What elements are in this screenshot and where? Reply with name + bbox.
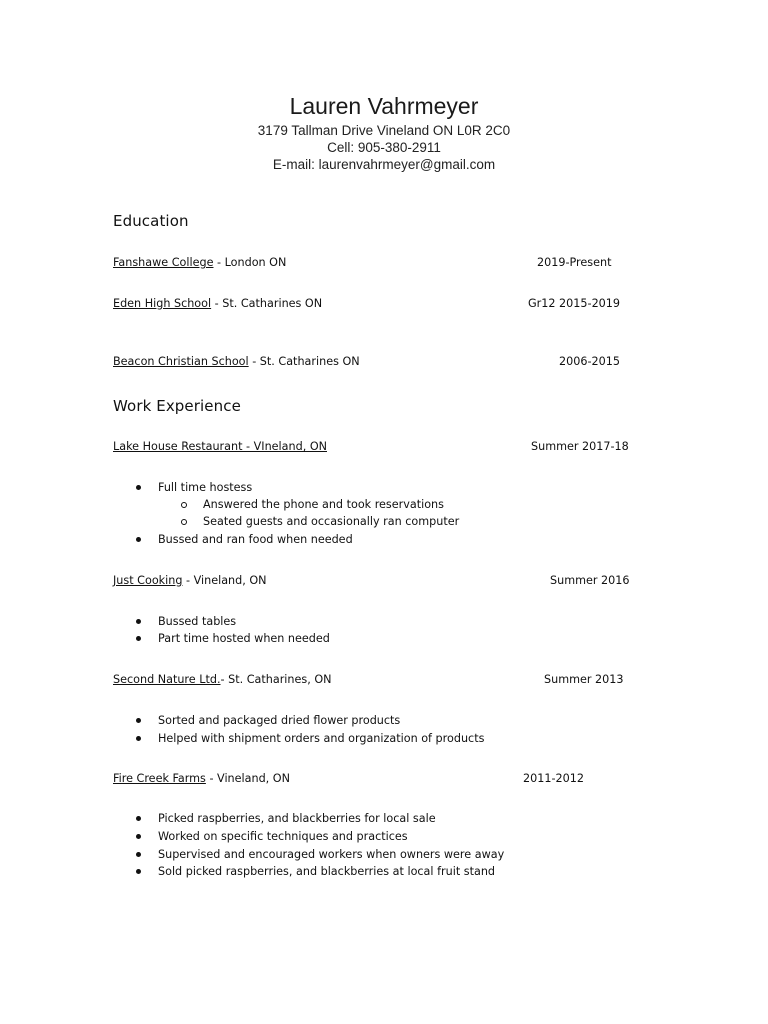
education-entry [113,355,360,368]
employer-location: - Vineland, ON [182,574,267,587]
cell-line: Cell: 905-380-2911 [327,140,441,155]
employer-location: - St. Catharines, ON [220,673,332,686]
job-bullet: Worked on specific techniques and practices [158,830,408,843]
job-entry [113,673,332,686]
bullet-icon [136,636,141,641]
job-bullet: Sold picked raspberries, and blackberries at local fruit stand [158,865,496,878]
job-entry [113,440,327,453]
work-experience-heading: Work Experience [113,397,241,415]
address-line: 3179 Tallman Drive Vineland ON L0R 2C0 [257,123,511,138]
education-entry [113,256,286,269]
bullet-icon [136,485,141,490]
job-sub-bullet: Seated guests and occasionally ran computer [203,515,460,528]
job-bullet: Bussed tables [158,615,237,628]
job-bullet: Bussed and ran food when needed [158,533,353,546]
school-name: Eden High School [113,297,212,310]
school-name: Fanshawe College [113,256,214,269]
education-dates: 2019-Present [537,256,612,269]
education-dates: 2006-2015 [559,355,620,368]
education-entry [113,297,322,310]
sub-bullet-icon [181,519,187,525]
bullet-icon [136,834,141,839]
job-dates: 2011-2012 [523,772,584,785]
job-entry [113,772,290,785]
bullet-icon [136,816,141,821]
bullet-icon [136,736,141,741]
bullet-icon [136,537,141,542]
job-bullet: Supervised and encouraged workers when owners were away [158,848,505,861]
education-heading: Education [113,212,189,230]
school-location: - St. Catharines ON [248,355,360,368]
job-bullet: Sorted and packaged dried flower products [158,714,401,727]
job-bullet: Full time hostess [158,481,253,494]
bullet-icon [136,619,141,624]
job-dates: Summer 2013 [544,673,624,686]
job-bullet: Picked raspberries, and blackberries for local sale [158,812,436,825]
bullet-icon [136,869,141,874]
email-line: E-mail: laurenvahrmeyer@gmail.com [272,157,496,172]
employer-name: Just Cooking [113,574,183,587]
bullet-icon [136,718,141,723]
education-dates: Gr12 2015-2019 [528,297,621,310]
job-dates: Summer 2017-18 [531,440,629,453]
employer-name: Fire Creek Farms [113,772,206,785]
school-name: Beacon Christian School [113,355,249,368]
job-bullet: Helped with shipment orders and organization of products [158,732,485,745]
candidate-name: Lauren Vahrmeyer [289,93,479,119]
job-bullet: Part time hosted when needed [158,632,330,645]
sub-bullet-icon [181,502,187,508]
school-location: - London ON [213,256,287,269]
job-entry [113,574,267,587]
school-location: - St. Catharines ON [211,297,323,310]
employer-location: - Vineland, ON [205,772,290,785]
job-sub-bullet: Answered the phone and took reservations [203,498,444,511]
employer-name: Lake House Restaurant - VIneland, ON [113,440,327,453]
bullet-icon [136,852,141,857]
employer-name: Second Nature Ltd. [113,673,221,686]
job-dates: Summer 2016 [550,574,630,587]
